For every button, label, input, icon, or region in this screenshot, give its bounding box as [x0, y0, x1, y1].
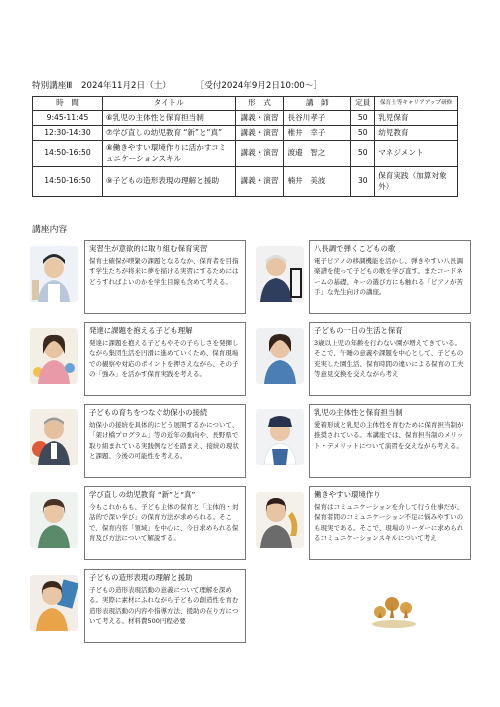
cell-time: 14:50-16:50 [33, 167, 103, 197]
table-row [33, 141, 458, 167]
col-header-time: 時 間 [33, 97, 103, 111]
course-card [84, 404, 246, 478]
cell-lecturer: 楠井 美波 [284, 167, 351, 197]
cell-capacity: 50 [351, 141, 375, 167]
course-card [84, 486, 246, 560]
lecturer-photo [256, 492, 304, 548]
table-row [33, 111, 458, 126]
card-body: 発達に課題を抱える子どもやその子らしさを発揮しながら集団生活を円滑に進めていくため、保育現場での観察や対応のポイントを押さえながら、その子の「強み」を活かす保育実践を考える。 [89, 338, 239, 379]
course-date: 2024年11月2日（土） [81, 81, 171, 91]
cell-title: ⑨子どもの造形表現の理解と援助 [102, 167, 235, 197]
cell-capacity: 30 [351, 167, 375, 197]
section-title: 講座内容 [32, 225, 68, 235]
cell-capacity: 50 [351, 126, 375, 141]
cell-career: 乳児保育 [375, 111, 458, 126]
card-body: 3歳以上児の年齢を行わない園が増えてきている。そこで、午睡の意義や課題を中心として、子どもの充実した園生活、保育時間の違いによる保育の工夫等意見交換を交えながら考え [314, 338, 464, 379]
card-body: 保育はコミュニケーションを介して行う仕事だが、保育者間のコミュニケーション不足に悩みやすいのも現実である。そこで、現場のリーダーに求められるコミュニケーションスキルについて考え [314, 502, 464, 543]
cell-career: 保育実践（加算対象外） [375, 167, 458, 197]
lecturer-photo [256, 328, 304, 384]
cell-career: 幼児教育 [375, 126, 458, 141]
cell-time: 12:30-14:30 [33, 126, 103, 141]
cell-time: 14:50-16:50 [33, 141, 103, 167]
col-header-format: 形 式 [235, 97, 284, 111]
card-title: 発達に課題を抱える子ども理解 [89, 326, 193, 335]
course-card [84, 322, 246, 396]
table-row [33, 167, 458, 197]
registration-date: ［受付2024年9月2日10:00～］ [195, 81, 322, 91]
card-title: 八長調で弾くこどもの歌 [314, 244, 396, 253]
course-card [309, 322, 471, 396]
card-title: 学び直しの幼児教育 “新”と“真” [89, 490, 196, 499]
card-body: 保育士確保が喫緊の課題となるなか、保育者を目指す学生たちが将来に夢を描ける実習にするためにはどうすればよいのかを学生目線も含めて考える。 [89, 256, 239, 286]
card-title: 子どもの造形表現の理解と援助 [89, 573, 193, 582]
col-header-career: 保育士等キャリアアップ研修 [375, 97, 458, 111]
col-header-capacity: 定員 [351, 97, 375, 111]
cell-format: 講義・演習 [235, 126, 284, 141]
cell-lecturer: 稚井 幸子 [284, 126, 351, 141]
cell-format: 講義・演習 [235, 111, 284, 126]
course-card [309, 240, 471, 314]
card-title: 実習生が意欲的に取り組む保育実習 [89, 244, 208, 253]
col-header-title: タイトル [102, 97, 235, 111]
lecturer-photo [256, 246, 304, 302]
course-name: 特別講座Ⅲ [32, 81, 73, 91]
cell-title: ⑥乳児の主体性と保育担当制 [102, 111, 235, 126]
card-body: 今もこれからも、子ども主体の保育と「主体的・対話的で深い学び」の保育方法が求められる。そこで、保育内容「領域」を中心に、今日求められる保育及び方法について解説する。 [89, 502, 239, 543]
lecturer-photo [30, 246, 78, 302]
lecturer-photo [256, 409, 304, 465]
card-title: 子どもの育ちをつなぐ幼保小の接続 [89, 408, 208, 417]
card-title: 乳児の主体性と保育担当制 [314, 408, 403, 417]
card-body: 幼保小の接続を具体的にどう展開するかについて、「架け橋プログラム」等の近年の動向や、長野県で取り組まれている実践例などを踏まえ、接続の現状と課題、今後の可能性を考える。 [89, 420, 239, 461]
course-card [309, 404, 471, 478]
lecturer-photo [30, 409, 78, 465]
card-title: 子どもの一日の生活と保育 [314, 326, 403, 335]
course-header [32, 79, 322, 91]
cell-career: マネジメント [375, 141, 458, 167]
card-body: 子どもの造形表現活動の意義について理解を深める。実際に素材にふれながら子どもの創造性を育む造形表現活動の内容や指導方法、援助の在り方について考える。材料費500円程必要 [89, 585, 239, 626]
course-card [309, 486, 471, 560]
table-row [33, 126, 458, 141]
card-title: 働きやすい環境作り [314, 490, 381, 499]
card-body: 愛着形成と乳児の主体性を育むために保育担当制が推奨されている。本講座では、保育担当制のメリット・デメリットについて演習を交えながら考える。 [314, 420, 464, 450]
table-header-row [33, 97, 458, 111]
schedule-table [32, 96, 458, 197]
cell-title: ⑦学び直しの幼児教育 “新”と“真” [102, 126, 235, 141]
col-header-lecturer: 講 師 [284, 97, 351, 111]
cell-lecturer: 渡邉 智之 [284, 141, 351, 167]
cell-title: ⑧働きやすい環境作りに活かすコミュニケーションスキル [102, 141, 235, 167]
course-card [84, 569, 246, 643]
cell-capacity: 50 [351, 111, 375, 126]
course-illustration [368, 578, 420, 630]
cell-time: 9:45-11:45 [33, 111, 103, 126]
lecturer-photo [30, 575, 78, 631]
lecturer-photo [30, 492, 78, 548]
cell-format: 講義・演習 [235, 141, 284, 167]
cell-lecturer: 長谷川孝子 [284, 111, 351, 126]
course-card [84, 240, 246, 314]
card-body: 電子ピアノの移調機能を活かし、弾きやすい八長調楽譜を使って子どもの歌を学び直す。またコードネームの基礎、キーの選び方にも触れる「ピアノが苦手」な先生向けの講座。 [314, 256, 463, 297]
cell-format: 講義・演習 [235, 167, 284, 197]
lecturer-photo [30, 328, 78, 384]
